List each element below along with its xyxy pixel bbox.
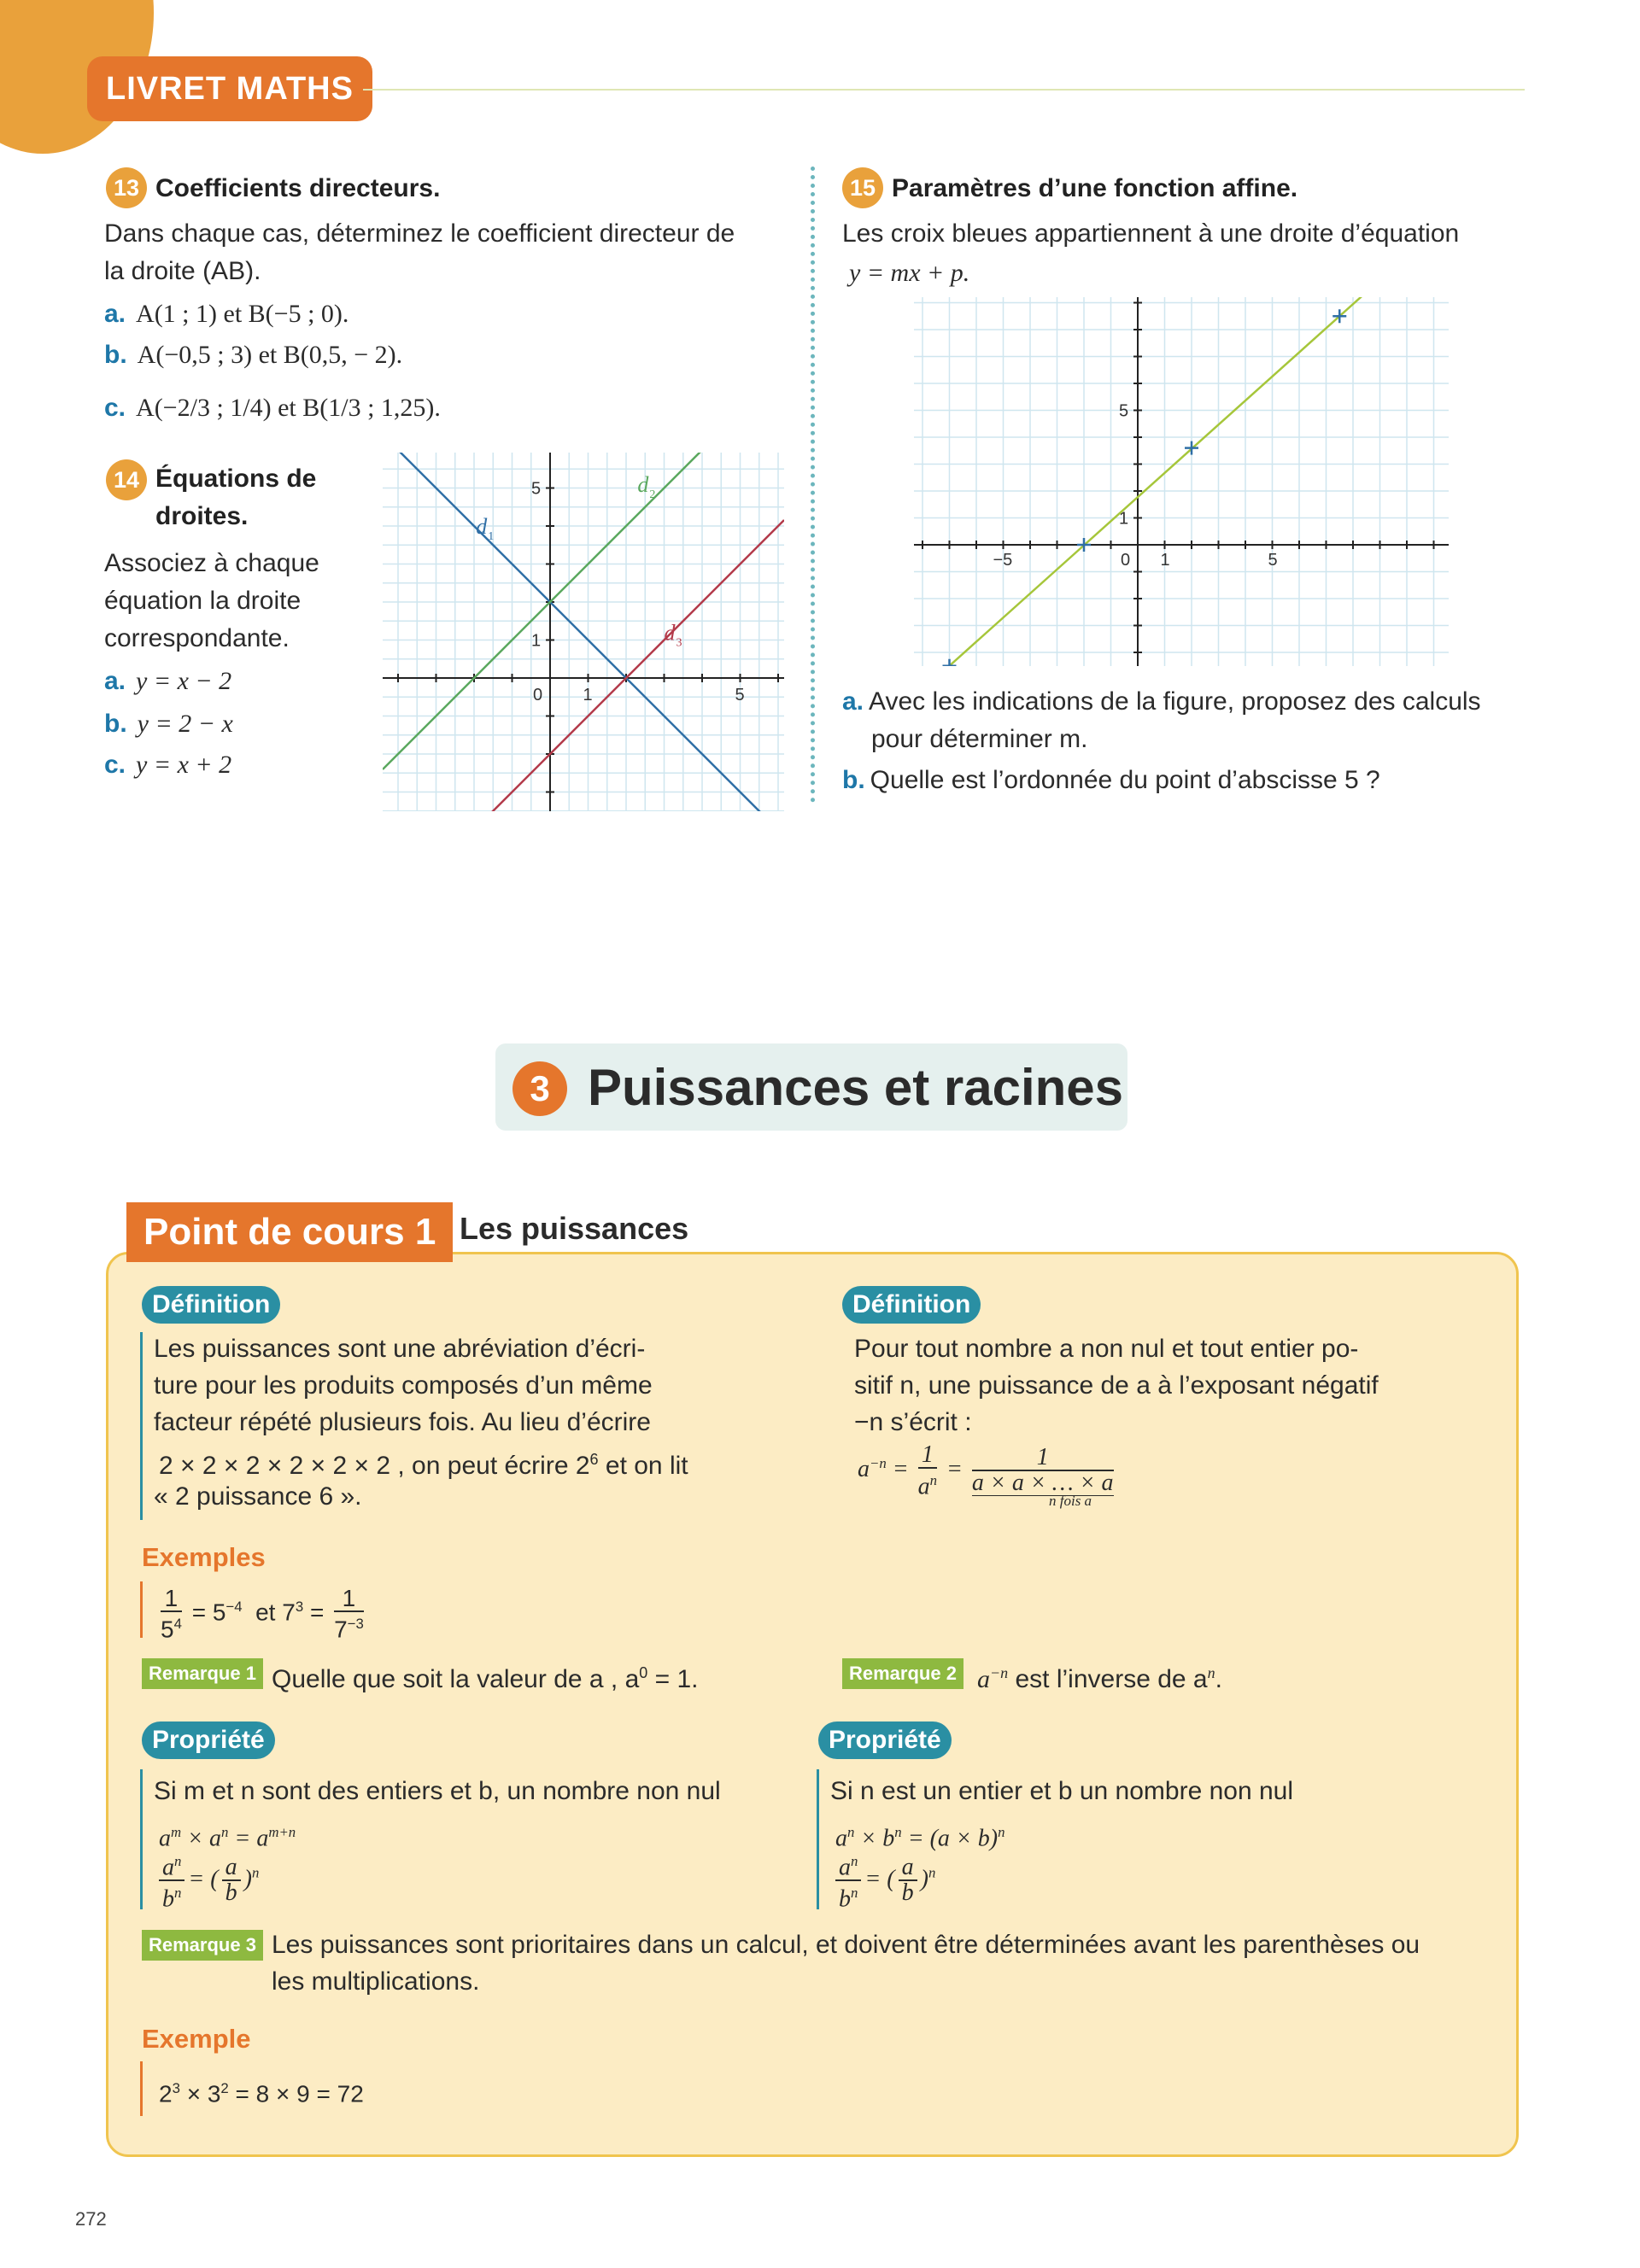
property-1-bar	[140, 1769, 143, 1909]
f-base: a	[835, 1825, 847, 1852]
example-formula	[159, 2070, 364, 2112]
f-eq: = (a × b)	[901, 1825, 999, 1852]
item-text: y = x + 2	[136, 751, 232, 779]
item-label: a.	[842, 687, 864, 716]
rem-exp: n	[1207, 1664, 1215, 1681]
exercise-15-intro-line2: y = mx + p.	[849, 259, 970, 287]
column-separator	[811, 167, 815, 803]
num-exp: n	[174, 1853, 182, 1869]
denominator: b	[225, 1879, 237, 1907]
item-label: c.	[104, 751, 126, 779]
property-1-formula-2: $\frac{a^n}{b^n}$ = ( $\frac{a}{b}$ )$^n$	[159, 1850, 259, 1912]
ex-end: = 8 × 9 = 72	[228, 2080, 364, 2107]
item-text: Quelle est l’ordonnée du point d’abscisse 5 ?	[870, 766, 1380, 794]
f-mid: × a	[181, 1825, 222, 1852]
ex-a: 2	[159, 2080, 173, 2107]
item-text: Avec les indications de la figure, proposez des calculs	[869, 687, 1481, 716]
den-base: a	[917, 1473, 930, 1500]
numerator: a	[222, 1856, 241, 1881]
rem-end: .	[1215, 1665, 1222, 1693]
item-text: y = x − 2	[136, 667, 232, 695]
remark-3-line2: les multiplications.	[272, 1967, 480, 1996]
property-badge-2: Propriété	[818, 1721, 952, 1759]
property-1-text: Si m et n sont des entiers et b, un nombre non nul	[154, 1777, 721, 1805]
example-heading: Exemple	[142, 2024, 251, 2054]
remark-2-badge: Remarque 2	[842, 1658, 964, 1689]
line-label-subscript: 3	[676, 636, 682, 650]
definition-2-line1: Pour tout nombre a non nul et tout entier po-	[854, 1335, 1359, 1363]
denominator	[835, 1881, 861, 1911]
exercise-13-intro-line2: la droite (AB).	[104, 257, 261, 285]
den-exp: n	[174, 1885, 182, 1902]
definition-2-line2: sitif n, une puissance de a à l’exposant négatif	[854, 1371, 1379, 1400]
numerator: 1	[972, 1446, 1114, 1471]
property-2-text: Si n est un entier et b un nombre non nul	[830, 1777, 1294, 1805]
exercise-14-item-a	[104, 663, 231, 700]
exercise-15-title: Paramètres d’une fonction affine.	[892, 174, 1298, 202]
def-exp: 6	[589, 1451, 599, 1468]
item-label: b.	[842, 766, 865, 794]
tick-label-y5: 5	[1119, 401, 1129, 421]
underbrace-label: n fois a	[1049, 1493, 1092, 1509]
definition-1-line3: facteur répété plusieurs fois. Au lieu d’écrire	[154, 1408, 651, 1436]
f-eq: = a	[228, 1825, 269, 1852]
remark-2-text	[977, 1655, 1222, 1698]
item-label: c.	[104, 394, 126, 422]
fraction-1	[918, 1443, 937, 1499]
exercise-15-item-b	[842, 762, 1380, 799]
denominator: a × a × … × a	[971, 1470, 1114, 1497]
den-base: b	[162, 1885, 174, 1913]
denominator	[334, 1612, 364, 1641]
property-2-bar	[817, 1769, 819, 1909]
page-number: 272	[75, 2208, 107, 2230]
denominator	[161, 1612, 182, 1641]
remark-1-badge: Remarque 1	[142, 1658, 263, 1689]
f-exp: n	[221, 1824, 229, 1840]
frac-exp: n	[251, 1864, 260, 1881]
f-base: a	[159, 1825, 171, 1852]
numerator: 1	[334, 1587, 364, 1612]
exercise-15-intro-line1: Les croix bleues appartiennent à une droite d’équation	[842, 219, 1460, 248]
exercise-13-item-b	[104, 336, 402, 374]
fraction-an-bn	[159, 1850, 184, 1912]
num-base: a	[162, 1854, 174, 1881]
item-label: b.	[104, 341, 127, 369]
den-exp: n	[929, 1472, 938, 1488]
f-exp: n	[847, 1824, 855, 1840]
cours-title: Point de cours 1	[126, 1202, 453, 1262]
formula-lhs: a	[858, 1456, 870, 1483]
num-exp: n	[851, 1853, 858, 1869]
remark-1-text	[272, 1655, 699, 1698]
exercise-14-number: 14	[106, 459, 147, 500]
item-label: a.	[104, 667, 126, 695]
den-base: 5	[161, 1616, 174, 1643]
fraction-a-b	[899, 1856, 917, 1905]
section-title: Puissances et racines	[588, 1059, 1124, 1116]
numerator: a	[899, 1856, 917, 1881]
num-base: a	[839, 1854, 851, 1881]
header-title: LIVRET MATHS	[87, 56, 372, 121]
remark-3-badge: Remarque 3	[142, 1930, 263, 1961]
exercise-13-item-c	[104, 389, 441, 427]
fraction-an-bn	[835, 1850, 861, 1912]
den-base: 7	[334, 1616, 348, 1643]
f-exp: m+n	[268, 1824, 296, 1840]
exercise-15-number: 15	[842, 167, 883, 208]
section-number: 3	[512, 1061, 567, 1116]
denominator	[159, 1881, 184, 1911]
fraction-a-b	[222, 1856, 241, 1905]
den-exp: 4	[173, 1616, 182, 1632]
exercise-14-item-c	[104, 746, 231, 784]
tick-label-y5: 5	[531, 479, 542, 499]
tick-label-y1: 1	[1119, 509, 1129, 529]
line-label-subscript: 2	[649, 488, 656, 501]
item-text: A(−0,5 ; 3) et B(0,5, − 2).	[137, 341, 403, 369]
den-exp: −3	[347, 1616, 364, 1632]
f-exp: m	[171, 1824, 182, 1840]
definition-1-line5: « 2 puissance 6 ».	[154, 1482, 362, 1511]
fraction-2	[972, 1446, 1114, 1496]
examples-bar	[140, 1581, 143, 1638]
line-label-d3: d	[664, 620, 676, 646]
numerator: 1	[161, 1587, 182, 1612]
definition-1-bar	[140, 1332, 143, 1520]
rem-end: = 1.	[647, 1665, 699, 1693]
exercise-14-intro-line1: Associez à chaque	[104, 549, 319, 577]
def-text: et on lit	[598, 1452, 688, 1480]
tick-label-x5: 5	[735, 686, 745, 704]
def-text: 2 × 2 × 2 × 2 × 2 × 2 , on peut écrire 2	[159, 1452, 590, 1480]
item-text: A(−2/3 ; 1/4) et B(1/3 ; 1,25).	[136, 394, 441, 422]
example-bar	[140, 2061, 143, 2116]
tick-label-xm5: −5	[993, 551, 1013, 570]
den-exp: n	[851, 1885, 858, 1902]
line-label-d1: d	[476, 513, 488, 539]
property-badge-1: Propriété	[142, 1721, 275, 1759]
rem-a: a	[977, 1665, 990, 1693]
exercise-14-title-line1: Équations de	[155, 465, 317, 493]
example-fraction-2	[334, 1587, 364, 1641]
examples-heading: Exemples	[142, 1542, 266, 1572]
ex-mid-exp: 2	[220, 2080, 229, 2096]
rem-a-exp: −n	[990, 1664, 1009, 1681]
numerator	[835, 1850, 861, 1881]
item-label: b.	[104, 710, 127, 738]
line-label-subscript: 1	[488, 529, 495, 543]
denominator: b	[901, 1879, 914, 1907]
line-label-d2: d	[637, 471, 649, 497]
ex-mid: × 3	[179, 2080, 221, 2107]
exercise-15-graph	[914, 297, 1449, 666]
item-label: a.	[104, 300, 126, 328]
exercise-13-number: 13	[106, 167, 147, 208]
exercise-14-intro-line2: équation la droite	[104, 587, 302, 615]
rem-text: Quelle que soit la valeur de a , a	[272, 1665, 640, 1693]
formula-exp: −n	[870, 1454, 887, 1471]
et-exp: 3	[295, 1599, 304, 1616]
exercise-13-title: Coefficients directeurs.	[155, 174, 441, 202]
exercise-14-intro-line3: correspondante.	[104, 624, 290, 652]
f-exp: n	[998, 1824, 1005, 1840]
exercise-15-item-a-line2: pour déterminer m.	[871, 725, 1088, 753]
property-2-formula-2: $\frac{a^n}{b^n}$ = ( $\frac{a}{b}$ )$^n$	[835, 1850, 935, 1912]
example-fraction-1	[161, 1587, 182, 1641]
affine-line	[922, 297, 1367, 666]
definition-1-line2: ture pour les produits composés d’un même	[154, 1371, 653, 1400]
eq2: =	[309, 1599, 325, 1626]
definition-badge-2: Définition	[842, 1286, 981, 1324]
et: et 7	[255, 1599, 296, 1626]
numerator: 1	[918, 1443, 937, 1469]
item-text: A(1 ; 1) et B(−5 ; 0).	[136, 300, 349, 328]
eq-exp: −4	[226, 1599, 243, 1616]
definition-2-formula: $a^{-n}$ = $\frac{1}{a^n}$ = $\frac{1}{a \times a \times \dots \times a}$	[858, 1441, 1114, 1500]
f-mid: × b	[854, 1825, 895, 1852]
den-base: b	[839, 1885, 851, 1913]
rem-text: est l’inverse de a	[1008, 1665, 1208, 1693]
examples-formula	[157, 1587, 367, 1641]
tick-label-y1: 1	[531, 631, 542, 651]
exercise-14-title-line2: droites.	[155, 502, 249, 530]
rem-exp: 0	[639, 1664, 648, 1681]
tick-label-x1: 1	[583, 686, 593, 704]
eq: = 5	[191, 1599, 226, 1626]
tick-label-x5: 5	[1268, 551, 1278, 570]
exercise-15-item-a-line1	[842, 683, 1481, 721]
exercise-14-item-b	[104, 705, 233, 743]
exercise-14-graph	[383, 453, 784, 811]
tick-label-origin: 0	[533, 686, 543, 704]
cours-subtitle: Les puissances	[460, 1211, 689, 1246]
header-rule	[363, 89, 1525, 91]
item-text: y = 2 − x	[137, 710, 233, 738]
f-exp: n	[894, 1824, 902, 1840]
exercise-13-intro-line1: Dans chaque cas, déterminez le coefficient directeur de	[104, 219, 735, 248]
ex-a-exp: 3	[172, 2080, 180, 2096]
definition-badge-1: Définition	[142, 1286, 280, 1324]
remark-3-line1: Les puissances sont prioritaires dans un calcul, et doivent être déterminées avant les parenthèses ou	[272, 1931, 1420, 1959]
tick-label-x1: 1	[1160, 551, 1170, 570]
denominator	[918, 1469, 937, 1499]
frac-exp: n	[928, 1864, 936, 1881]
tick-label-origin: 0	[1121, 551, 1131, 570]
definition-1-line1: Les puissances sont une abréviation d’écri-	[154, 1335, 646, 1363]
numerator	[159, 1850, 184, 1881]
definition-2-line3: −n s’écrit :	[854, 1408, 972, 1436]
exercise-13-item-a	[104, 295, 348, 333]
